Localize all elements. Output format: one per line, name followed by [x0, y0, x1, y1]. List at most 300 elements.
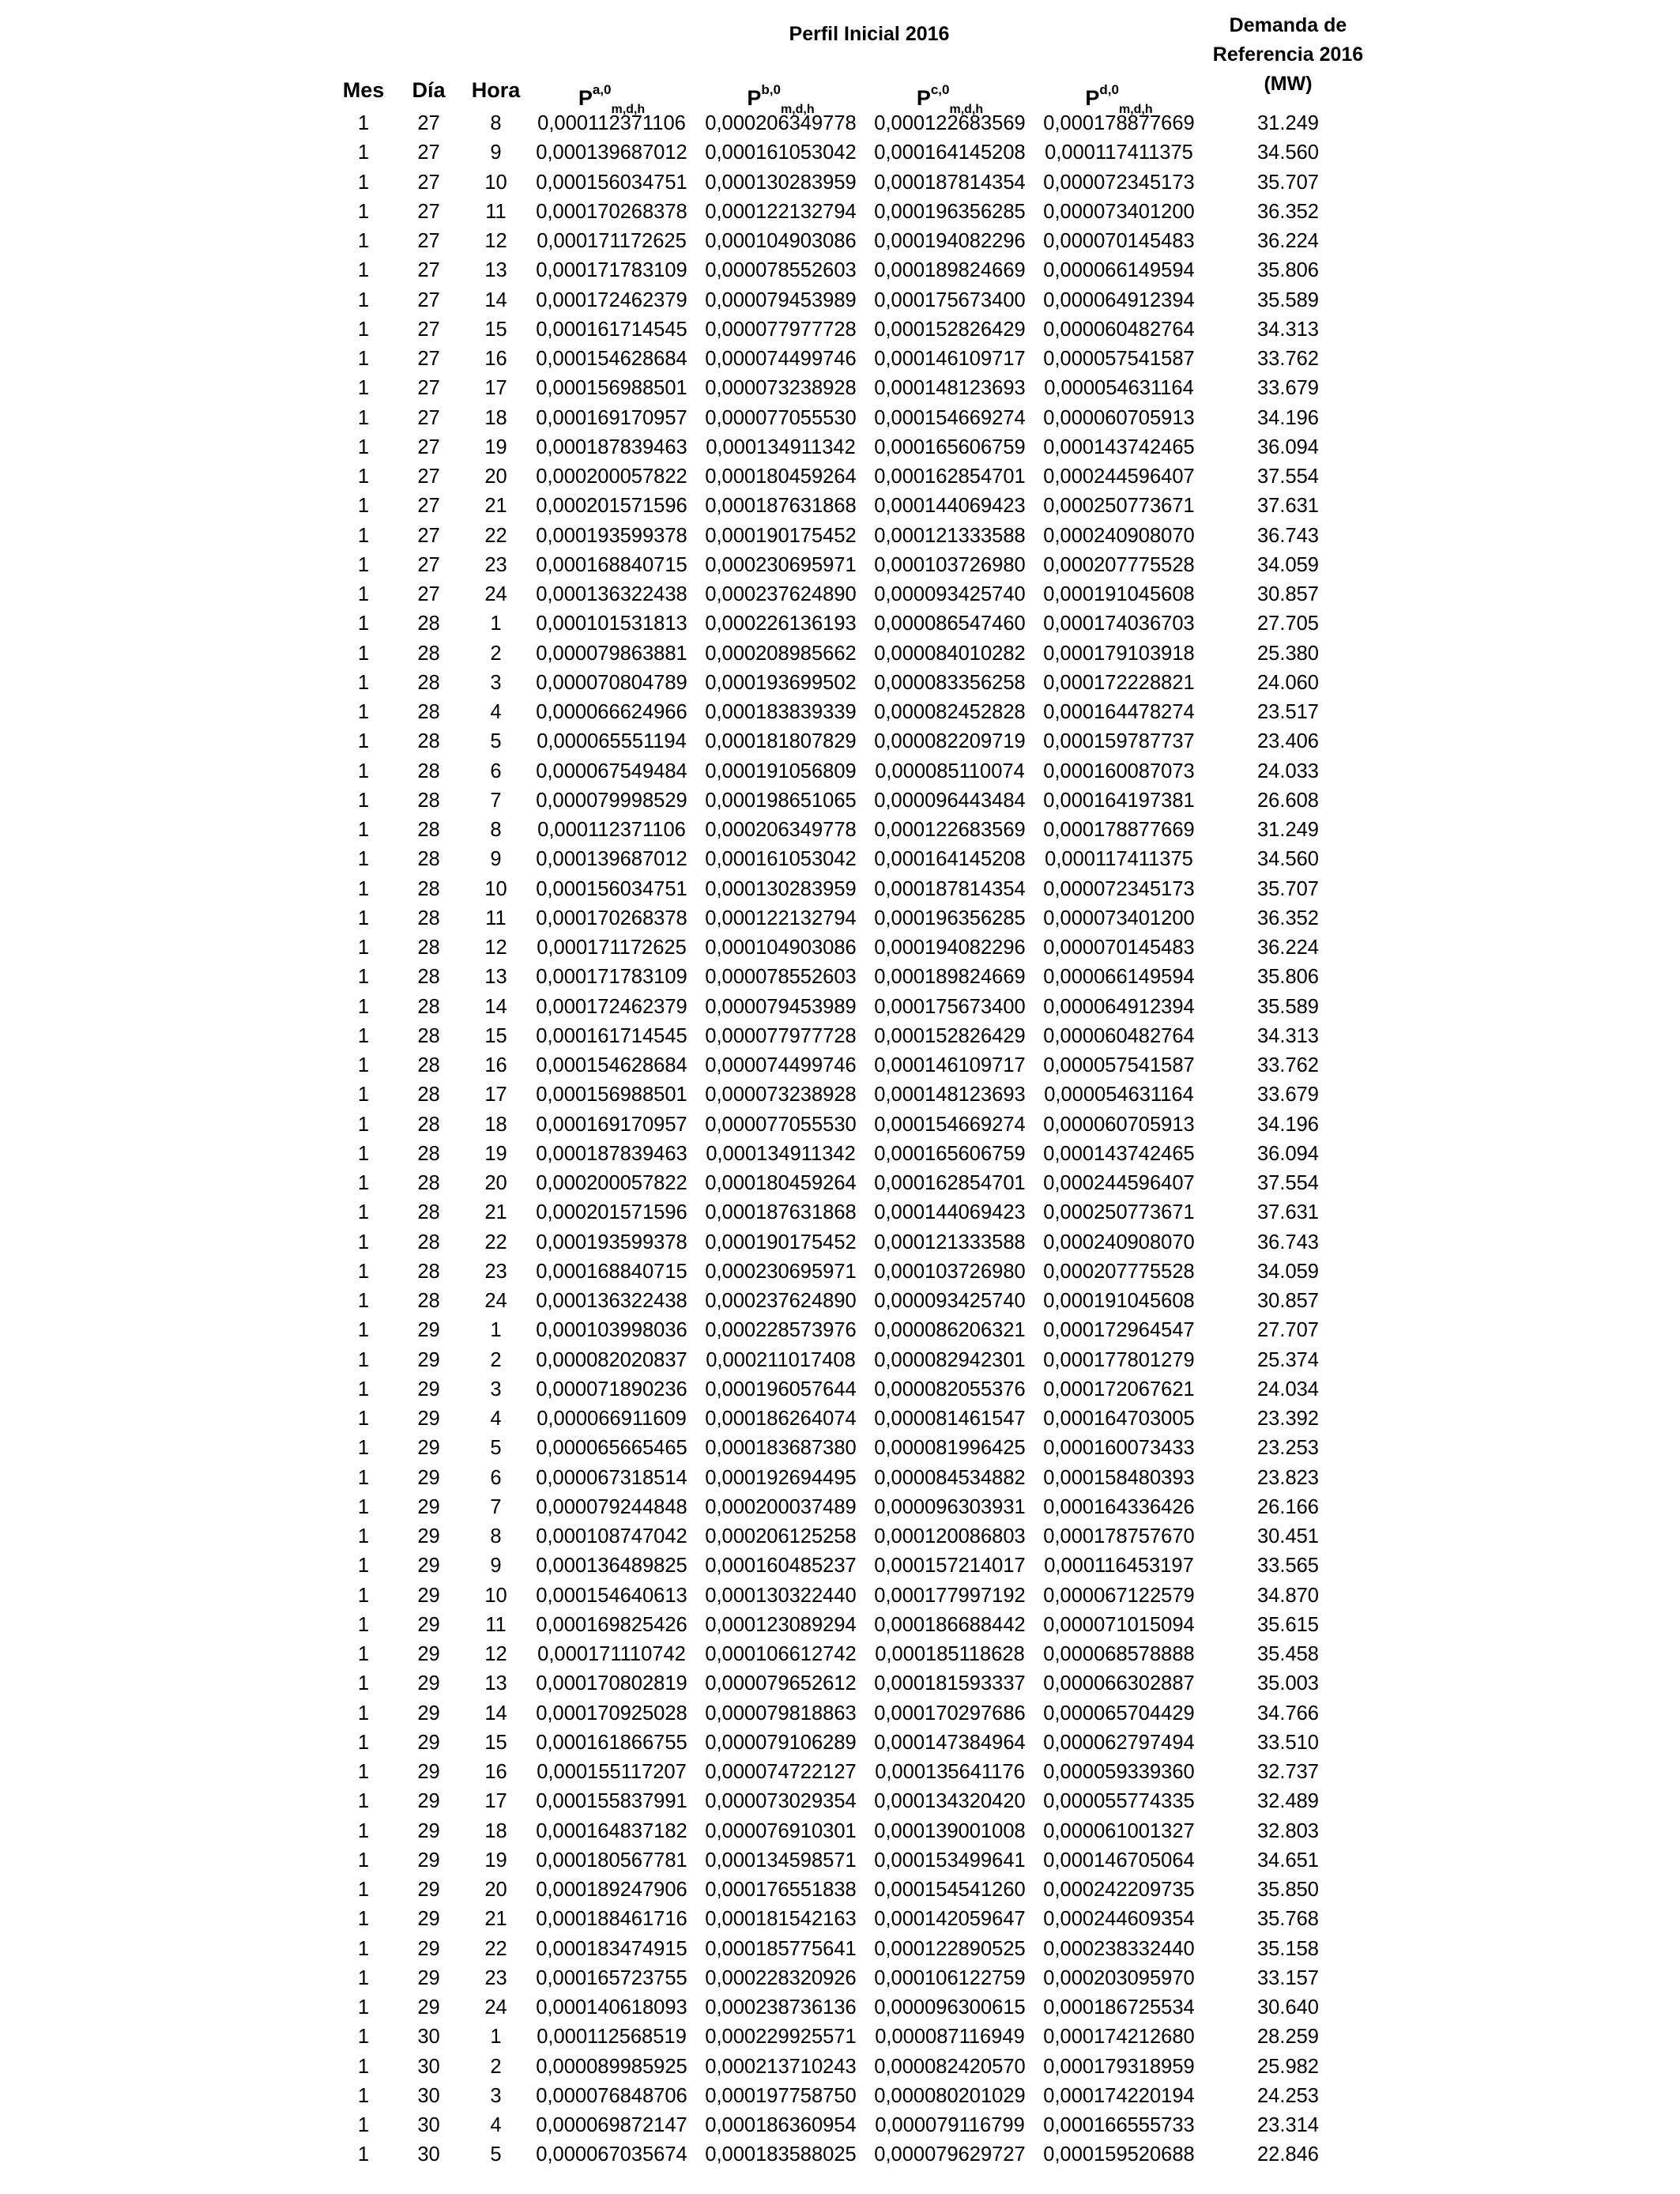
- pc-cell: 0,000081996425: [874, 1437, 1026, 1460]
- mes-cell: 1: [357, 701, 370, 723]
- pd-cell: 0,000066149594: [1043, 966, 1195, 989]
- pc-cell: 0,000165606759: [874, 435, 1026, 458]
- table-row: [0, 1993, 1680, 2022]
- pd-cell: 0,000250773671: [1043, 1201, 1195, 1224]
- pd-cell: 0,000117411375: [1045, 848, 1193, 871]
- table-row: [0, 816, 1680, 845]
- dia-cell: 30: [417, 2143, 440, 2166]
- pa-cell: 0,000156034751: [536, 171, 687, 194]
- pa-cell: 0,000161866755: [536, 1731, 687, 1754]
- pa-cell: 0,000180567781: [536, 1849, 687, 1872]
- table-row: [0, 1611, 1680, 1640]
- pb-cell: 0,000228320926: [705, 1966, 857, 1989]
- pa-cell: 0,000070804789: [536, 671, 687, 694]
- demand-cell: 35.589: [1257, 288, 1319, 311]
- hora-cell: 13: [484, 259, 507, 282]
- pc-cell: 0,000196356285: [874, 907, 1026, 929]
- demand-cell: 34.651: [1257, 1849, 1319, 1872]
- mes-cell: 1: [357, 1672, 370, 1695]
- pb-cell: 0,000198651065: [705, 789, 857, 812]
- pa-cell: 0,000101531813: [536, 613, 687, 635]
- mes-cell: 1: [357, 1702, 370, 1725]
- hora-cell: 3: [490, 1378, 502, 1400]
- table-row: [0, 639, 1680, 669]
- pd-cell: 0,000158480393: [1043, 1466, 1195, 1489]
- pb-cell: 0,000134911342: [706, 1142, 856, 1165]
- mes-cell: 1: [357, 1908, 370, 1931]
- demand-cell: 34.313: [1257, 318, 1319, 341]
- hora-cell: 12: [484, 937, 507, 959]
- demand-cell: 35.707: [1257, 877, 1319, 900]
- demand-cell: 24.033: [1257, 760, 1319, 782]
- pd-cell: 0,000146705064: [1043, 1849, 1195, 1872]
- hora-cell: 16: [484, 1054, 507, 1076]
- hora-cell: 14: [484, 288, 507, 311]
- table-row: [0, 698, 1680, 727]
- dia-cell: 28: [417, 1084, 440, 1106]
- pa-cell: 0,000103998036: [536, 1319, 687, 1342]
- hora-cell: 2: [490, 642, 502, 665]
- pb-cell: 0,000077977728: [705, 1024, 857, 1047]
- pd-cell: 0,000207775528: [1043, 1260, 1195, 1283]
- pd-cell: 0,000238332440: [1043, 1937, 1195, 1960]
- table-row: [0, 1198, 1680, 1227]
- dia-cell: 29: [417, 1879, 440, 1901]
- demand-cell: 36.224: [1257, 230, 1319, 252]
- pa-cell: 0,000156988501: [536, 377, 687, 400]
- hora-cell: 1: [490, 2026, 502, 2049]
- table-row: [0, 904, 1680, 933]
- dia-cell: 28: [417, 877, 440, 900]
- table-row: [0, 1228, 1680, 1257]
- dia-cell: 28: [417, 819, 440, 841]
- demand-cell: 24.060: [1257, 671, 1319, 694]
- pa-subscript: m,d,h: [611, 103, 646, 116]
- pb-cell: 0,000183687380: [705, 1437, 857, 1460]
- pd-cell: 0,000160073433: [1043, 1437, 1195, 1460]
- mes-cell: 1: [357, 1525, 370, 1547]
- mes-cell: 1: [357, 2055, 370, 2078]
- pd-cell: 0,000164478274: [1043, 701, 1195, 723]
- pd-cell: 0,000172067621: [1043, 1378, 1195, 1400]
- pa-cell: 0,000136322438: [536, 583, 687, 605]
- hora-cell: 2: [490, 1348, 502, 1371]
- pb-cell: 0,000073238928: [705, 377, 857, 400]
- demand-cell: 35.158: [1257, 1937, 1319, 1960]
- pc-cell: 0,000079116799: [875, 2114, 1025, 2136]
- dia-cell: 27: [417, 583, 440, 605]
- demand-cell: 32.803: [1257, 1819, 1319, 1842]
- dia-cell: 28: [417, 937, 440, 959]
- pd-cell: 0,000159787737: [1043, 730, 1195, 753]
- table-row: [0, 2111, 1680, 2140]
- pd-cell: 0,000164703005: [1043, 1408, 1195, 1430]
- pd-cell: 0,000073401200: [1043, 200, 1195, 223]
- data-table-body: [0, 109, 1680, 2170]
- dia-cell: 29: [417, 1555, 440, 1578]
- demand-cell: 30.857: [1257, 583, 1319, 605]
- pc-cell: 0,000135641176: [875, 1761, 1025, 1783]
- pa-cell: 0,000169825426: [536, 1613, 687, 1636]
- demand-cell: 36.743: [1257, 524, 1319, 547]
- table-row: [0, 1640, 1680, 1669]
- pc-cell: 0,000162854701: [874, 1172, 1026, 1194]
- dia-cell: 27: [417, 318, 440, 341]
- mes-cell: 1: [357, 2143, 370, 2166]
- pb-cell: 0,000191056809: [705, 760, 857, 782]
- dia-cell: 29: [417, 1731, 440, 1754]
- pb-cell: 0,000190175452: [705, 524, 857, 547]
- pb-cell: 0,000213710243: [705, 2055, 857, 2078]
- pb-cell: 0,000211017408: [706, 1348, 856, 1371]
- pb-cell: 0,000192694495: [705, 1466, 857, 1489]
- table-row: [0, 138, 1680, 168]
- hora-cell: 18: [484, 1113, 507, 1136]
- table-row: [0, 1875, 1680, 1905]
- mes-cell: 1: [357, 1849, 370, 1872]
- demand-cell: 37.554: [1257, 1172, 1319, 1194]
- pa-cell: 0,000079998529: [536, 789, 687, 812]
- hora-cell: 6: [490, 1466, 502, 1489]
- demand-cell: 33.510: [1257, 1731, 1319, 1754]
- pd-cell: 0,000178877669: [1043, 112, 1195, 134]
- mes-cell: 1: [357, 1378, 370, 1400]
- pa-cell: 0,000156988501: [536, 1084, 687, 1106]
- hora-cell: 20: [484, 1172, 507, 1194]
- pc-cell: 0,000177997192: [874, 1584, 1026, 1607]
- hora-cell: 18: [484, 1819, 507, 1842]
- table-row: [0, 1257, 1680, 1287]
- pd-cell: 0,000061001327: [1043, 1819, 1195, 1842]
- dia-cell: 27: [417, 377, 440, 400]
- pb-cell: 0,000228573976: [705, 1319, 857, 1342]
- demand-cell: 25.380: [1257, 642, 1319, 665]
- hora-cell: 8: [490, 819, 502, 841]
- dia-cell: 28: [417, 907, 440, 929]
- dia-cell: 27: [417, 495, 440, 518]
- pd-cell: 0,000066149594: [1043, 259, 1195, 282]
- hora-cell: 11: [485, 200, 507, 223]
- pc-cell: 0,000154669274: [874, 406, 1026, 429]
- mes-cell: 1: [357, 1613, 370, 1636]
- pa-cell: 0,000112371106: [537, 112, 686, 134]
- mes-cell: 1: [357, 789, 370, 812]
- mes-cell: 1: [357, 848, 370, 871]
- pa-cell: 0,000067549484: [536, 760, 687, 782]
- dia-cell: 28: [417, 1201, 440, 1224]
- demand-cell: 35.458: [1257, 1643, 1319, 1665]
- pd-symbol: P: [1085, 86, 1100, 110]
- hora-cell: 19: [484, 1849, 507, 1872]
- mes-cell: 1: [357, 1201, 370, 1224]
- dia-cell: 27: [417, 112, 440, 134]
- table-row: [0, 492, 1680, 521]
- demand-cell: 34.870: [1257, 1584, 1319, 1607]
- pa-cell: 0,000066911609: [537, 1408, 687, 1430]
- hora-cell: 10: [484, 171, 507, 194]
- pc-cell: 0,000165606759: [874, 1142, 1026, 1165]
- pa-cell: 0,000188461716: [536, 1908, 687, 1931]
- pc-cell: 0,000154541260: [874, 1879, 1026, 1901]
- hora-cell: 6: [490, 760, 502, 782]
- pd-cell: 0,000179318959: [1043, 2055, 1195, 2078]
- pb-cell: 0,000230695971: [705, 1260, 857, 1283]
- demand-title-line-1: Demanda de: [1229, 14, 1347, 36]
- pb-cell: 0,000183839339: [705, 701, 857, 723]
- pd-cell: 0,000070145483: [1043, 230, 1195, 252]
- mes-cell: 1: [357, 1260, 370, 1283]
- hora-cell: 13: [484, 1672, 507, 1695]
- dia-cell: 28: [417, 789, 440, 812]
- demand-cell: 35.003: [1257, 1672, 1319, 1695]
- pa-cell: 0,000168840715: [536, 553, 687, 576]
- pc-cell: 0,000081461547: [874, 1408, 1026, 1430]
- hora-cell: 15: [484, 1731, 507, 1754]
- demand-title-line-3: (MW): [1264, 73, 1313, 95]
- pd-cell: 0,000070145483: [1043, 937, 1195, 959]
- mes-cell: 1: [357, 1437, 370, 1460]
- pa-cell: 0,000079244848: [536, 1495, 687, 1518]
- mes-cell: 1: [357, 230, 370, 252]
- dia-cell: 29: [417, 1613, 440, 1636]
- pb-cell: 0,000186264074: [705, 1408, 857, 1430]
- pa-cell: 0,000066624966: [536, 701, 687, 723]
- pc-cell: 0,000162854701: [874, 466, 1026, 488]
- pa-cell: 0,000067318514: [536, 1466, 687, 1489]
- table-row: [0, 2082, 1680, 2111]
- hora-cell: 7: [490, 1495, 502, 1518]
- pc-cell: 0,000086206321: [874, 1319, 1026, 1342]
- pc-cell: 0,000103726980: [874, 553, 1026, 576]
- pc-cell: 0,000164145208: [874, 848, 1026, 871]
- pc-cell: 0,000120086803: [874, 1525, 1026, 1547]
- pc-cell: 0,000134320420: [874, 1790, 1026, 1813]
- hora-cell: 11: [485, 907, 507, 929]
- pb-cell: 0,000190175452: [705, 1231, 857, 1253]
- table-row: [0, 227, 1680, 256]
- demand-cell: 23.314: [1257, 2114, 1319, 2136]
- mes-cell: 1: [357, 1966, 370, 1989]
- table-row: [0, 198, 1680, 227]
- dia-cell: 29: [417, 1525, 440, 1547]
- mes-cell: 1: [357, 2084, 370, 2107]
- pa-cell: 0,000171172625: [537, 230, 687, 252]
- pb-cell: 0,000078552603: [705, 966, 857, 989]
- table-row: [0, 1140, 1680, 1169]
- dia-cell: 29: [417, 1348, 440, 1371]
- table-row: [0, 2022, 1680, 2052]
- mes-cell: 1: [357, 1319, 370, 1342]
- hora-cell: 21: [484, 495, 507, 518]
- pb-cell: 0,000238736136: [705, 1996, 857, 2019]
- table-row: [0, 1846, 1680, 1875]
- dia-cell: 29: [417, 1584, 440, 1607]
- pb-cell: 0,000161053042: [705, 141, 857, 164]
- table-row: [0, 1522, 1680, 1551]
- dia-cell: 27: [417, 288, 440, 311]
- table-row: [0, 1905, 1680, 1934]
- pb-cell: 0,000206349778: [705, 819, 857, 841]
- dia-cell: 27: [417, 435, 440, 458]
- demand-cell: 33.679: [1257, 377, 1319, 400]
- pa-cell: 0,000165723755: [536, 1966, 687, 1989]
- mes-cell: 1: [357, 937, 370, 959]
- mes-cell: 1: [357, 259, 370, 282]
- hora-cell: 23: [484, 1260, 507, 1283]
- pc-cell: 0,000122683569: [874, 112, 1026, 134]
- pc-cell: 0,000187814354: [874, 171, 1026, 194]
- pb-cell: 0,000230695971: [705, 553, 857, 576]
- hora-cell: 9: [490, 848, 502, 871]
- pc-cell: 0,000083356258: [874, 671, 1026, 694]
- pd-cell: 0,000207775528: [1043, 553, 1195, 576]
- table-row: [0, 786, 1680, 816]
- pd-cell: 0,000068578888: [1043, 1643, 1195, 1665]
- pa-cell: 0,000171110742: [537, 1643, 686, 1665]
- demand-cell: 33.565: [1257, 1555, 1319, 1578]
- dia-cell: 29: [417, 1408, 440, 1430]
- pc-cell: 0,000096443484: [874, 789, 1026, 812]
- pb-cell: 0,000123089294: [705, 1613, 857, 1636]
- pa-cell: 0,000171783109: [536, 966, 687, 989]
- mes-cell: 1: [357, 1643, 370, 1665]
- hora-cell: 20: [484, 1879, 507, 1901]
- mes-cell: 1: [357, 1879, 370, 1901]
- hora-cell: 3: [490, 2084, 502, 2107]
- pc-cell: 0,000093425740: [874, 583, 1026, 605]
- pb-cell: 0,000073238928: [705, 1084, 857, 1106]
- pa-cell: 0,000112568519: [537, 2026, 687, 2049]
- pd-cell: 0,000062797494: [1043, 1731, 1195, 1754]
- dia-cell: 29: [417, 1819, 440, 1842]
- pd-cell: 0,000164336426: [1043, 1495, 1195, 1518]
- pd-cell: 0,000242209735: [1043, 1879, 1195, 1901]
- mes-cell: 1: [357, 495, 370, 518]
- table-row: [0, 1051, 1680, 1080]
- table-row: [0, 1375, 1680, 1404]
- mes-cell: 1: [357, 730, 370, 753]
- mes-cell: 1: [357, 2026, 370, 2049]
- dia-cell: 27: [417, 259, 440, 282]
- dia-cell: 27: [417, 466, 440, 488]
- dia-cell: 29: [417, 1849, 440, 1872]
- hora-cell: 22: [484, 1937, 507, 1960]
- pd-cell: 0,000172964547: [1043, 1319, 1195, 1342]
- mes-cell: 1: [357, 1348, 370, 1371]
- table-row: [0, 580, 1680, 609]
- demand-cell: 31.249: [1257, 819, 1319, 841]
- mes-cell: 1: [357, 1761, 370, 1783]
- hora-cell: 17: [484, 377, 507, 400]
- pc-symbol: P: [916, 86, 931, 110]
- pc-cell: 0,000164145208: [874, 141, 1026, 164]
- pb-cell: 0,000104903086: [705, 230, 857, 252]
- pc-cell: 0,000096300615: [874, 1996, 1026, 2019]
- hora-cell: 14: [484, 1702, 507, 1725]
- table-row: [0, 374, 1680, 403]
- demand-cell: 34.196: [1257, 1113, 1319, 1136]
- pb-cell: 0,000229925571: [705, 2026, 857, 2049]
- mes-cell: 1: [357, 1466, 370, 1489]
- hora-cell: 2: [490, 2055, 502, 2078]
- pc-cell: 0,000144069423: [874, 495, 1026, 518]
- table-row: [0, 1935, 1680, 1964]
- pd-cell: 0,000174220194: [1043, 2084, 1195, 2107]
- pc-cell: 0,000121333588: [874, 524, 1026, 547]
- pa-cell: 0,000155117207: [537, 1761, 687, 1783]
- pc-cell: 0,000152826429: [874, 318, 1026, 341]
- pd-cell: 0,000073401200: [1043, 907, 1195, 929]
- hora-cell: 14: [484, 995, 507, 1018]
- pb-cell: 0,000181542163: [705, 1908, 857, 1931]
- pc-cell: 0,000122890525: [874, 1937, 1026, 1960]
- pa-cell: 0,000172462379: [536, 288, 687, 311]
- pa-cell: 0,000136322438: [536, 1290, 687, 1312]
- mes-cell: 1: [357, 877, 370, 900]
- hora-cell: 20: [484, 466, 507, 488]
- demand-cell: 35.806: [1257, 966, 1319, 989]
- table-row: [0, 551, 1680, 580]
- mes-cell: 1: [357, 1731, 370, 1754]
- pa-cell: 0,000067035674: [536, 2143, 687, 2166]
- pd-cell: 0,000174212680: [1043, 2026, 1195, 2049]
- pb-cell: 0,000161053042: [705, 848, 857, 871]
- pa-cell: 0,000161714545: [536, 318, 687, 341]
- pa-cell: 0,000079863881: [536, 642, 687, 665]
- dia-cell: 30: [417, 2055, 440, 2078]
- pb-cell: 0,000130322440: [705, 1584, 857, 1607]
- mes-cell: 1: [357, 760, 370, 782]
- pa-cell: 0,000169170957: [536, 406, 687, 429]
- pb-cell: 0,000237624890: [705, 583, 857, 605]
- dia-cell: 28: [417, 1142, 440, 1165]
- pa-cell: 0,000201571596: [536, 495, 687, 518]
- pb-symbol: P: [747, 86, 762, 110]
- pc-cell: 0,000093425740: [874, 1290, 1026, 1312]
- hora-cell: 4: [490, 701, 502, 723]
- dia-cell: 28: [417, 1054, 440, 1076]
- pb-cell: 0,000185775641: [705, 1937, 857, 1960]
- demand-title-line-2: Referencia 2016: [1212, 43, 1364, 66]
- hora-cell: 4: [490, 1408, 502, 1430]
- pa-cell: 0,000201571596: [536, 1201, 687, 1224]
- dia-cell: 28: [417, 1113, 440, 1136]
- pd-cell: 0,000203095970: [1043, 1966, 1195, 1989]
- demand-title: [1177, 11, 1399, 99]
- pa-cell: 0,000193599378: [536, 1231, 687, 1253]
- demand-cell: 26.166: [1257, 1495, 1319, 1518]
- pc-cell: 0,000087116949: [875, 2026, 1025, 2049]
- demand-cell: 33.762: [1257, 348, 1319, 370]
- pa-cell: 0,000189247906: [536, 1879, 687, 1901]
- pa-cell: 0,000170268378: [536, 907, 687, 929]
- table-row: [0, 1169, 1680, 1198]
- pd-cell: 0,000177801279: [1043, 1348, 1195, 1371]
- hora-cell: 9: [490, 141, 502, 164]
- pa-cell: 0,000139687012: [536, 848, 687, 871]
- table-row: [0, 845, 1680, 874]
- pd-cell: 0,000143742465: [1043, 1142, 1195, 1165]
- dia-cell: 29: [417, 1672, 440, 1695]
- dia-cell: 28: [417, 966, 440, 989]
- pc-cell: 0,000082942301: [874, 1348, 1026, 1371]
- pa-superscript: a,0: [592, 82, 612, 97]
- demand-cell: 34.560: [1257, 848, 1319, 871]
- hora-cell: 22: [484, 524, 507, 547]
- dia-cell: 27: [417, 171, 440, 194]
- table-row: [0, 1493, 1680, 1522]
- pc-cell: 0,000157214017: [874, 1555, 1026, 1578]
